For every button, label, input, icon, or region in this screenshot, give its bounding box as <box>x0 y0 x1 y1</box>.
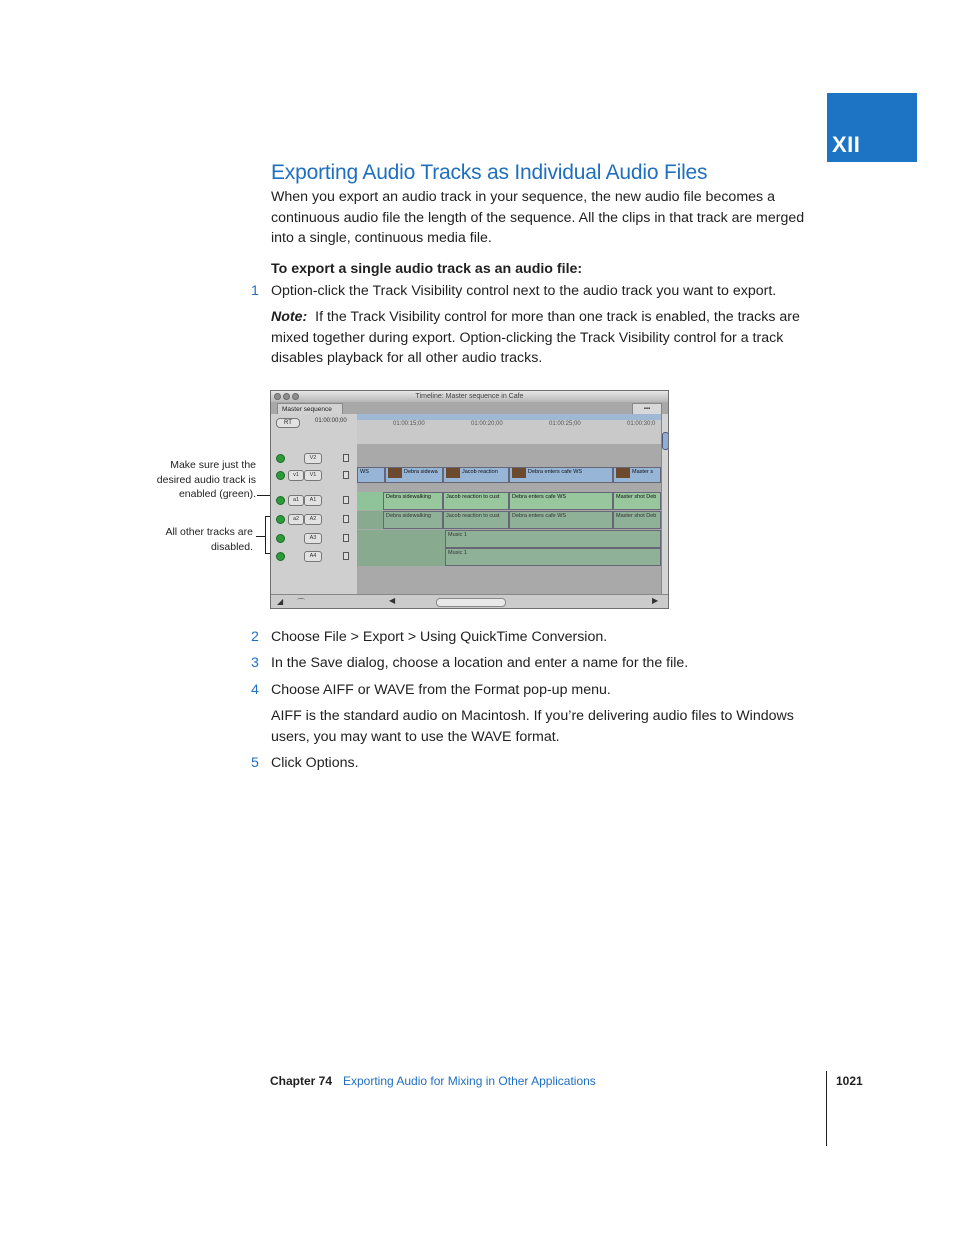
thumbnail-image <box>616 468 630 478</box>
track-visibility-a1[interactable] <box>276 496 285 505</box>
lock-icon[interactable] <box>343 552 349 560</box>
audio-clip[interactable]: Master shot Deb <box>613 511 661 529</box>
video-clip[interactable] <box>385 467 443 483</box>
audio-clip[interactable]: Master shot Deb <box>613 492 661 510</box>
callout-disabled-leader <box>256 536 265 537</box>
audio-clip[interactable]: Music 1 <box>445 530 661 548</box>
rt-button[interactable]: RT <box>276 418 300 428</box>
ruler-mark: 01:00:25;00 <box>549 421 581 427</box>
toolbar-button[interactable]: ▪▪▪ <box>632 403 662 415</box>
video-clip[interactable] <box>443 467 509 483</box>
video-clip[interactable] <box>613 467 661 483</box>
audio-clip[interactable]: Music 1 <box>445 548 661 566</box>
step-number-1: 1 <box>251 283 259 299</box>
current-timecode[interactable]: 01:00:00;00 <box>315 418 347 424</box>
step-text-2: Choose File > Export > Using QuickTime Conversion. <box>271 629 608 645</box>
step-4-detail: AIFF is the standard audio on Macintosh. If you’re delivering audio files to Windows users, you may want to use the WAVE format. <box>271 708 794 745</box>
source-control-a2[interactable]: a2 <box>288 514 304 525</box>
track-row-a4 <box>271 548 669 566</box>
zoom-slider[interactable] <box>436 598 506 607</box>
clip-label: Debra enters cafe WS <box>528 469 583 475</box>
thumbnail-image <box>512 468 526 478</box>
track-row-a2 <box>271 511 669 529</box>
step-text-5: Click Options. <box>271 755 359 771</box>
video-clip[interactable] <box>509 467 613 483</box>
dest-control-a1[interactable]: A1 <box>304 495 322 506</box>
lock-icon[interactable] <box>343 496 349 504</box>
thumbnail-image <box>446 468 460 478</box>
footer-chapter: Chapter 74 <box>270 1074 333 1088</box>
clip-overlays-icon[interactable]: ⌒ <box>297 598 305 607</box>
section-title: Exporting Audio Tracks as Individual Audio Files <box>271 161 708 184</box>
zoom-control-icon[interactable]: ◢ <box>277 597 284 606</box>
audio-clip[interactable]: Debra sidewalking <box>383 492 443 510</box>
clip-label: Jacob reaction <box>462 469 498 475</box>
step-number-3: 3 <box>251 655 259 671</box>
timeline-ruler[interactable] <box>357 414 661 444</box>
dest-control-a3[interactable]: A3 <box>304 533 322 544</box>
audio-clip[interactable]: Debra enters cafe WS <box>509 511 613 529</box>
ruler-mark: 01:00:20;00 <box>471 421 503 427</box>
scroll-right-icon[interactable]: ▶ <box>652 596 659 605</box>
tab-master-sequence[interactable]: Master sequence <box>277 403 343 415</box>
track-row-a3 <box>271 530 669 548</box>
lock-icon[interactable] <box>343 515 349 523</box>
part-tab <box>827 93 917 162</box>
source-control-v1[interactable]: v1 <box>288 470 304 481</box>
timeline-tab-row <box>271 402 668 414</box>
video-clip[interactable]: WS <box>357 467 385 483</box>
audio-clip[interactable]: Jacob reaction to cust <box>443 492 509 510</box>
lock-icon[interactable] <box>343 471 349 479</box>
footer-divider <box>826 1071 827 1146</box>
a4-clips <box>357 548 661 566</box>
step-text-3: In the Save dialog, choose a location and enter a name for the file. <box>271 655 689 671</box>
track-row-a1 <box>271 492 669 510</box>
a1-clips <box>357 492 661 510</box>
track-visibility-v1[interactable] <box>276 471 285 480</box>
audio-clip[interactable]: Debra sidewalking <box>383 511 443 529</box>
dest-control-a2[interactable]: A2 <box>304 514 322 525</box>
clip-label: Master s <box>632 469 654 475</box>
a2-clips <box>357 511 661 529</box>
ruler-bar <box>357 414 661 420</box>
vertical-scrollbar[interactable] <box>661 414 669 594</box>
track-visibility-a4[interactable] <box>276 552 285 561</box>
note-paragraph <box>271 307 826 369</box>
source-control-a1[interactable]: a1 <box>288 495 304 506</box>
callout-enabled: Make sure just the desired audio track is enabled (green). <box>156 459 256 500</box>
timeline-window-title: Timeline: Master sequence in Cafe <box>415 393 524 400</box>
part-number: XII <box>832 132 861 157</box>
ruler-mark: 01:00:30;0 <box>627 421 656 427</box>
callout-disabled: All other tracks are disabled. <box>165 526 253 553</box>
lock-icon[interactable] <box>343 454 349 462</box>
step-number-2: 2 <box>251 629 259 645</box>
note-label: Note: <box>271 309 308 325</box>
track-row-v2 <box>271 452 669 464</box>
track-visibility-a3[interactable] <box>276 534 285 543</box>
page-number: 1021 <box>836 1074 863 1088</box>
dest-control-v1[interactable]: V1 <box>304 470 322 481</box>
lock-icon[interactable] <box>343 534 349 542</box>
step-text-1: Option-click the Track Visibility control next to the audio track you want to export. <box>271 283 777 299</box>
step-number-4: 4 <box>251 682 259 698</box>
footer-chapter-title[interactable]: Exporting Audio for Mixing in Other Applications <box>343 1074 596 1088</box>
procedure-heading: To export a single audio track as an audio file: <box>271 261 583 277</box>
step-text-4: Choose AIFF or WAVE from the Format pop-up menu. <box>271 682 611 698</box>
track-visibility-v2[interactable] <box>276 454 285 463</box>
a3-clips <box>357 530 661 548</box>
v1-clips <box>357 467 661 483</box>
dest-control-v2[interactable]: V2 <box>304 453 322 464</box>
intro-paragraph: When you export an audio track in your sequence, the new audio file becomes a continuous audio file the length of the sequence. All the clips in that track are merged into a single, continuous media file. <box>271 189 805 247</box>
scroll-thumb[interactable] <box>662 432 669 450</box>
clip-label: Debra sidewa <box>404 469 438 475</box>
thumbnail-image <box>388 468 402 478</box>
note-text: If the Track Visibility control for more than one track is enabled, the tracks are mixed together during export. Option-clicking the Track Visibility control for a track disables playback for all other audio tracks. <box>271 309 800 367</box>
track-row-v1 <box>271 467 669 483</box>
audio-clip[interactable]: Jacob reaction to cust <box>443 511 509 529</box>
timeline-window <box>270 390 669 609</box>
ruler-mark: 01:00:15;00 <box>393 421 425 427</box>
scroll-left-icon[interactable]: ◀ <box>389 596 396 605</box>
track-visibility-a2[interactable] <box>276 515 285 524</box>
dest-control-a4[interactable]: A4 <box>304 551 322 562</box>
audio-clip[interactable]: Debra enters cafe WS <box>509 492 613 510</box>
step-number-5: 5 <box>251 755 259 771</box>
horizontal-scrollbar[interactable] <box>271 594 668 609</box>
